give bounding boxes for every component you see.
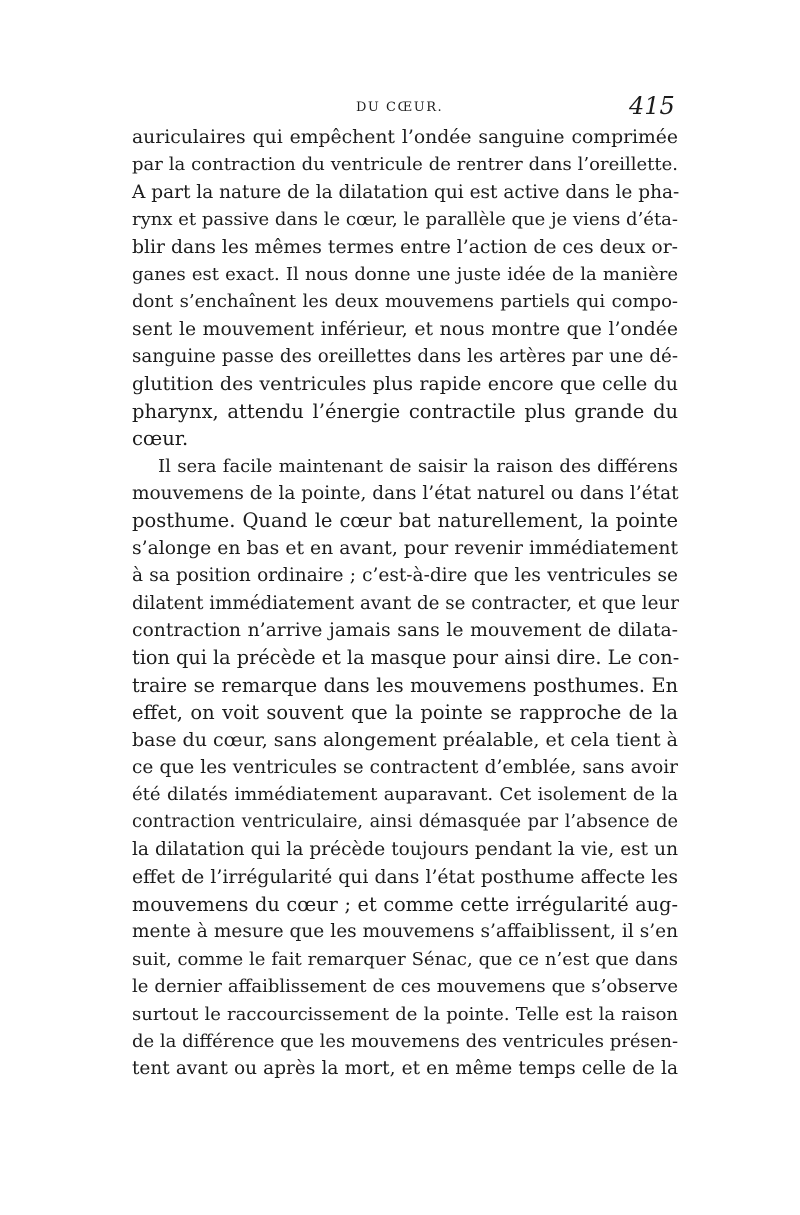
paragraph-first-line: Il sera facile maintenant de saisir la raison des différens — [158, 455, 678, 477]
text-line: sent le mouvement inférieur, et nous montre que l’ondée — [132, 318, 678, 340]
text-line: contraction n’arrive jamais sans le mouvement de dilata- — [132, 620, 678, 642]
text-line: surtout le raccourcissement de la pointe. Telle est la raison — [132, 1003, 678, 1025]
text-line: sanguine passe des oreillettes dans les artères par une dé- — [132, 346, 678, 368]
text-line: ce que les ventricules se contractent d’emblée, sans avoir — [132, 756, 678, 778]
text-line: dont s’enchaînent les deux mouvemens partiels qui compo- — [132, 291, 678, 313]
text-line: la dilatation qui la précède toujours pendant la vie, est un — [132, 839, 678, 861]
text-line: auriculaires qui empêchent l’ondée sanguine comprimée — [132, 127, 678, 148]
page-number: 415 — [629, 92, 675, 120]
text-line: s’alonge en bas et en avant, pour revenir immédiatement — [132, 537, 678, 559]
text-line: base du cœur, sans alongement préalable, et cela tient à — [132, 728, 678, 751]
text-line: effet de l’irrégularité qui dans l’état posthume affecte les — [132, 866, 678, 888]
text-line: ganes est exact. Il nous donne une juste idée de la manière — [132, 263, 678, 285]
text-line: contraction ventriculaire, ainsi démasquée par l’absence de — [132, 811, 678, 832]
text-line: à sa position ordinaire ; c’est-à-dire que les ventricules se — [132, 565, 678, 587]
text-line: été dilatés immédiatement auparavant. Cet isolement de la — [132, 784, 678, 806]
text-line: traire se remarque dans les mouvemens posthumes. En — [132, 673, 678, 697]
text-line: mouvemens du cœur ; et comme cette irrégularité aug- — [132, 892, 678, 916]
paragraph-end-line: cœur. — [132, 427, 189, 451]
text-line: tion qui la précède et la masque pour ainsi dire. Le con- — [132, 646, 680, 670]
text-line: mente à mesure que les mouvemens s’affaiblissent, il s’en — [132, 921, 678, 943]
body-text — [132, 124, 678, 1083]
text-line: suit, comme le fait remarquer Sénac, que ce n’est que dans — [132, 948, 678, 970]
text-line: effet, on voit souvent que la pointe se rapproche de la — [132, 701, 678, 725]
text-line: posthume. Quand le cœur bat naturellement, la pointe — [132, 509, 678, 533]
text-line: glutition des ventricules plus rapide encore que celle du — [132, 372, 678, 395]
text-line: tent avant ou après la mort, et en même temps celle de la — [132, 1058, 678, 1080]
text-line: pharynx, attendu l’énergie contractile plus grande du — [132, 399, 678, 423]
text-line: rynx et passive dans le cœur, le parallèle que je viens d’éta- — [132, 209, 678, 231]
text-line: par la contraction du ventricule de rentrer dans l’oreillette. — [132, 154, 678, 176]
text-line: blir dans les mêmes termes entre l’action de ces deux or- — [132, 236, 678, 258]
text-line: mouvemens de la pointe, dans l’état naturel ou dans l’état — [132, 483, 679, 505]
text-line: le dernier affaiblissement de ces mouvemens que s’observe — [132, 976, 678, 998]
running-title: DU CŒUR. — [356, 100, 444, 115]
text-line: A part la nature de la dilatation qui est active dans le pha- — [132, 181, 680, 203]
text-line: de la différence que les mouvemens des ventricules présen- — [132, 1030, 679, 1052]
text-line: dilatent immédiatement avant de se contracter, et que leur — [132, 592, 679, 614]
running-head — [0, 92, 800, 122]
